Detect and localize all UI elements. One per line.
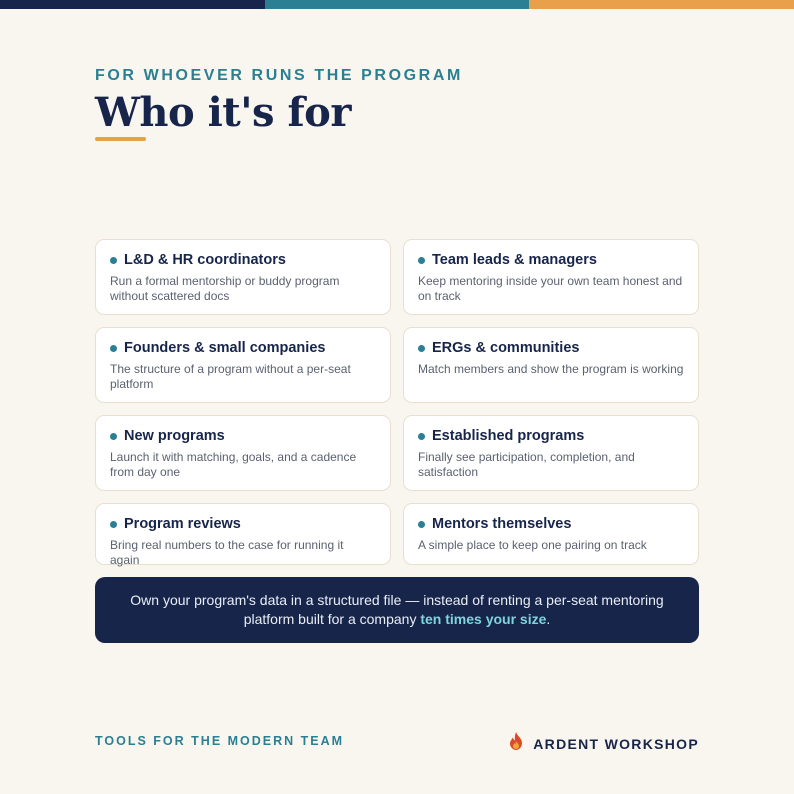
flame-icon [507, 731, 525, 756]
card-description: Match members and show the program is working [418, 362, 684, 376]
footer-tagline: TOOLS FOR THE MODERN TEAM [95, 734, 345, 748]
top-bar-orange-segment [529, 0, 794, 9]
card-title: Team leads & managers [432, 252, 597, 268]
audience-card [95, 503, 391, 565]
card-title: ERGs & communities [432, 340, 580, 356]
audience-card [95, 239, 391, 315]
page-title: Who it's for [95, 89, 351, 136]
bullet-dot-icon [110, 433, 117, 440]
audience-card [403, 327, 699, 403]
title-underline [95, 137, 146, 141]
card-description: Run a formal mentorship or buddy program without scattered docs [110, 274, 340, 303]
card-title: New programs [124, 428, 225, 444]
footer-brand [507, 731, 699, 756]
card-description: Finally see participation, completion, and satisfaction [418, 450, 635, 479]
top-color-bar [0, 0, 794, 9]
banner-text: Own your program's data in a structured file — instead of renting a per-seat mentoring platform built for a company [130, 592, 664, 627]
audience-card [95, 327, 391, 403]
value-proposition-banner [95, 577, 699, 643]
audience-card [403, 415, 699, 491]
card-title: L&D & HR coordinators [124, 252, 286, 268]
bullet-dot-icon [418, 433, 425, 440]
card-description: Keep mentoring inside your own team honest and on track [418, 274, 683, 303]
banner-highlight: ten times your size [420, 611, 547, 627]
brand-name: ARDENT WORKSHOP [533, 735, 699, 752]
bullet-dot-icon [418, 521, 425, 528]
bullet-dot-icon [418, 345, 425, 352]
card-description: A simple place to keep one pairing on track [418, 538, 647, 552]
card-title: Established programs [432, 428, 585, 444]
audience-card [403, 239, 699, 315]
card-title: Mentors themselves [432, 516, 572, 532]
card-title: Program reviews [124, 516, 241, 532]
bullet-dot-icon [110, 257, 117, 264]
card-title: Founders & small companies [124, 340, 326, 356]
bullet-dot-icon [110, 521, 117, 528]
bullet-dot-icon [110, 345, 117, 352]
card-description: Bring real numbers to the case for running it again [110, 538, 344, 567]
section-eyebrow: FOR WHOEVER RUNS THE PROGRAM [95, 67, 463, 84]
banner-text-end: . [546, 611, 551, 627]
card-description: The structure of a program without a per-seat platform [110, 362, 351, 391]
audience-card [403, 503, 699, 565]
bullet-dot-icon [418, 257, 425, 264]
audience-card [95, 415, 391, 491]
top-bar-navy-segment [0, 0, 265, 9]
card-description: Launch it with matching, goals, and a cadence from day one [110, 450, 357, 479]
top-bar-teal-segment [265, 0, 530, 9]
audience-card-grid [95, 239, 699, 577]
